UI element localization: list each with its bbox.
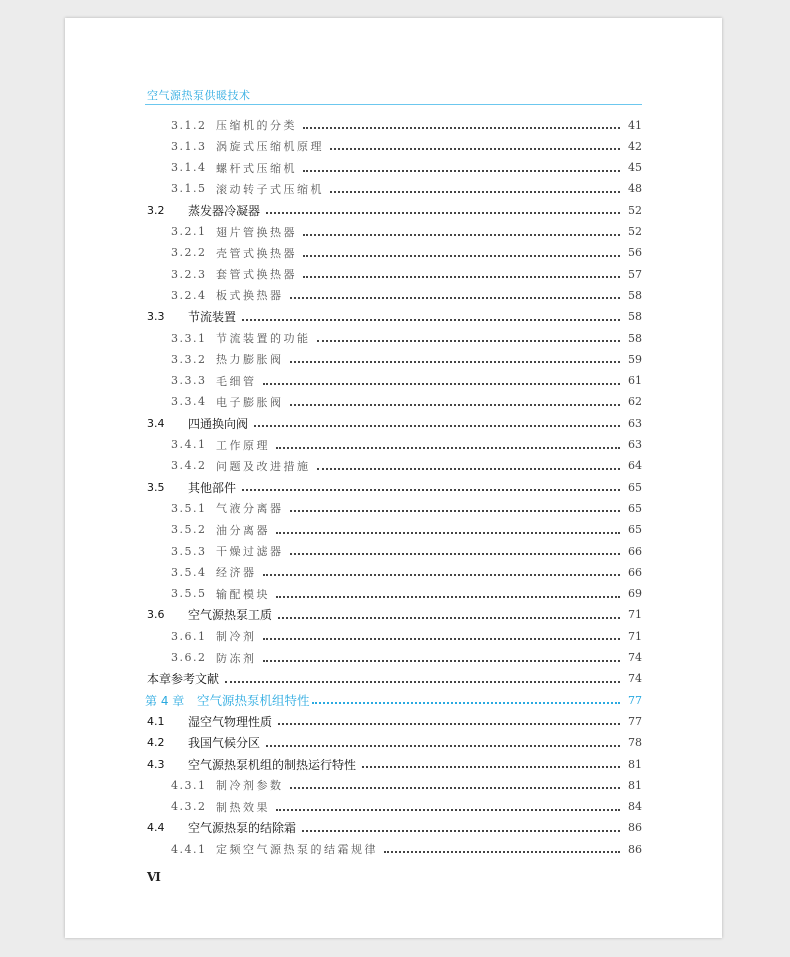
dot-leader — [278, 617, 620, 619]
dot-leader — [290, 297, 621, 299]
dot-leader — [254, 425, 620, 427]
dot-leader — [225, 681, 620, 683]
toc-entry-title: 湿空气物理性质 — [188, 714, 273, 729]
toc-entry[interactable] — [171, 392, 642, 412]
toc-entry-page: 74 — [628, 672, 642, 686]
dot-leader — [263, 660, 621, 662]
toc-entry-number: 3.4.1 — [171, 438, 207, 451]
toc-entry-page: 86 — [628, 821, 642, 835]
dot-leader — [290, 787, 621, 789]
toc-entry-number: 3.1.4 — [171, 161, 207, 175]
toc-entry-title: 空气源热泵的结除霜 — [188, 821, 297, 836]
toc-entry[interactable] — [171, 243, 642, 263]
dot-leader — [276, 809, 620, 811]
toc-entry-title: 滚动转子式压缩机 — [216, 182, 324, 196]
toc-entry-page: 86 — [628, 842, 642, 856]
dot-leader — [263, 383, 621, 385]
toc-entry[interactable] — [171, 349, 642, 369]
toc-entry[interactable] — [171, 158, 642, 178]
dot-leader — [362, 766, 620, 768]
toc-entry[interactable] — [171, 541, 642, 561]
toc-entry-number: 3.3 — [147, 310, 165, 324]
dot-leader — [278, 723, 620, 725]
book-page — [65, 18, 722, 938]
toc-entry-number: 第 4 章 — [145, 693, 185, 708]
toc-entry-number: 3.5.1 — [171, 501, 207, 515]
toc-entry-page: 45 — [628, 161, 642, 175]
toc-entry-title: 套管式换热器 — [216, 268, 297, 282]
toc-entry[interactable] — [171, 562, 642, 582]
toc-entry-page: 57 — [628, 267, 642, 281]
dot-leader — [276, 532, 620, 534]
toc-entry[interactable] — [147, 605, 642, 625]
toc-entry-number: 3.6.2 — [171, 651, 207, 664]
toc-entry-title: 输配模块 — [216, 587, 270, 601]
dot-leader — [276, 596, 620, 598]
toc-entry-title: 压缩机的分类 — [216, 119, 297, 132]
toc-entry-number: 3.2.4 — [171, 288, 207, 302]
toc-entry[interactable] — [147, 200, 642, 220]
toc-entry-title: 蒸发器冷凝器 — [188, 203, 261, 218]
dot-leader — [303, 255, 620, 257]
dot-leader — [303, 170, 620, 172]
toc-entry[interactable] — [171, 626, 642, 646]
toc-entry[interactable] — [147, 818, 642, 838]
toc-entry-number: 4.3.1 — [171, 778, 207, 792]
toc-entry-page: 77 — [628, 714, 642, 728]
toc-entry-page: 77 — [628, 693, 642, 707]
toc-entry-number: 4.2 — [147, 736, 165, 750]
toc-entry[interactable] — [171, 328, 642, 348]
dot-leader — [317, 468, 621, 470]
toc-entry-title: 翅片管换热器 — [216, 225, 297, 239]
toc-entry-number: 3.3.3 — [171, 374, 207, 388]
toc-entry-page: 48 — [628, 182, 642, 196]
toc-entry[interactable] — [171, 498, 642, 518]
toc-entry-number: 3.3.2 — [171, 352, 207, 366]
dot-leader — [242, 319, 620, 321]
dot-leader — [242, 489, 620, 491]
toc-entry-title: 节流装置的功能 — [216, 332, 311, 345]
dot-leader — [330, 148, 620, 150]
toc-entry-title: 定频空气源热泵的结霜规律 — [216, 843, 378, 857]
toc-entry[interactable] — [147, 669, 642, 689]
toc-entry-page: 58 — [628, 310, 642, 324]
toc-entry-page: 84 — [628, 800, 642, 814]
dot-leader — [312, 702, 620, 704]
toc-entry[interactable] — [171, 371, 642, 391]
toc-entry-title: 空气源热泵机组的制热运行特性 — [188, 757, 357, 772]
toc-entry-number: 3.1.5 — [171, 182, 207, 196]
toc-entry-number: 3.3.1 — [171, 331, 207, 345]
toc-entry-page: 42 — [628, 139, 642, 153]
toc-entry-number: 3.1.3 — [171, 139, 207, 153]
toc-entry-title: 我国气候分区 — [188, 736, 261, 751]
dot-leader — [290, 553, 621, 555]
dot-leader — [384, 851, 620, 853]
toc-entry-title: 涡旋式压缩机原理 — [216, 140, 324, 154]
toc-entry[interactable] — [171, 584, 642, 604]
toc-entry[interactable] — [171, 179, 642, 199]
toc-entry[interactable] — [171, 520, 642, 540]
toc-entry-number: 3.4.2 — [171, 459, 207, 473]
toc-entry-title: 节流装置 — [188, 310, 237, 325]
toc-entry[interactable] — [171, 456, 642, 476]
toc-entry-page: 58 — [628, 288, 642, 302]
toc-entry-number: 3.5.4 — [171, 565, 207, 579]
toc-entry-number: 3.5.3 — [171, 544, 207, 558]
toc-entry[interactable] — [171, 775, 642, 795]
page-number: Ⅵ — [147, 870, 161, 884]
toc-entry-page: 65 — [628, 480, 642, 494]
toc-entry-page: 63 — [628, 416, 642, 430]
toc-entry-title: 空气源热泵工质 — [188, 608, 273, 623]
dot-leader — [266, 212, 620, 214]
dot-leader — [263, 638, 621, 640]
toc-entry-title: 其他部件 — [188, 480, 237, 495]
toc-entry[interactable] — [171, 648, 642, 668]
dot-leader — [302, 830, 620, 832]
toc-entry-page: 81 — [628, 757, 642, 771]
toc-entry-title: 热力膨胀阀 — [216, 353, 284, 367]
dot-leader — [303, 276, 620, 278]
toc-entry[interactable] — [147, 307, 642, 327]
toc-entry-title: 制冷剂参数 — [216, 779, 284, 793]
toc-entry-title: 板式换热器 — [216, 289, 284, 303]
toc-entry-page: 62 — [628, 395, 642, 409]
toc-entry-number: 3.1.2 — [171, 118, 207, 132]
toc-entry-number: 3.2 — [147, 203, 165, 217]
toc-entry-number: 3.5.5 — [171, 587, 207, 601]
toc-entry-title: 制冷剂 — [216, 630, 257, 644]
toc-entry-page: 61 — [628, 374, 642, 388]
toc-entry-title: 本章参考文献 — [147, 672, 220, 687]
dot-leader — [290, 404, 621, 406]
dot-leader — [330, 191, 620, 193]
toc-entry-page: 63 — [628, 438, 642, 451]
toc-entry-number: 4.1 — [147, 714, 165, 728]
toc-entry[interactable] — [171, 839, 642, 859]
toc-entry-page: 71 — [628, 608, 642, 622]
toc-entry-title: 壳管式换热器 — [216, 246, 297, 260]
toc-entry[interactable] — [171, 264, 642, 284]
toc-entry-page: 78 — [628, 736, 642, 750]
toc-entry-number: 3.6 — [147, 608, 165, 622]
toc-entry-page: 66 — [628, 544, 642, 558]
toc-entry-number: 3.4 — [147, 416, 165, 430]
toc-entry-page: 41 — [628, 118, 642, 132]
toc-entry-number: 3.5 — [147, 480, 165, 494]
dot-leader — [290, 361, 621, 363]
toc-entry-title: 经济器 — [216, 566, 257, 580]
toc-entry[interactable] — [147, 477, 642, 497]
toc-entry[interactable] — [171, 222, 642, 242]
toc-entry-title: 防冻剂 — [216, 651, 257, 665]
toc-entry-page: 64 — [628, 459, 642, 473]
toc-entry[interactable] — [171, 115, 642, 135]
dot-leader — [303, 127, 620, 129]
dot-leader — [303, 234, 620, 236]
dot-leader — [276, 447, 620, 449]
dot-leader — [290, 510, 621, 512]
toc-entry[interactable] — [147, 413, 642, 433]
toc-entry[interactable] — [147, 711, 642, 731]
running-head: 空气源热泵供暖技术 — [147, 89, 251, 102]
toc-entry-number: 3.5.2 — [171, 523, 207, 537]
toc-entry-title: 电子膨胀阀 — [216, 395, 284, 409]
toc-entry-page: 52 — [628, 203, 642, 217]
toc-entry-number: 3.3.4 — [171, 395, 207, 409]
toc-entry-title: 螺杆式压缩机 — [216, 161, 297, 175]
toc-entry-page: 58 — [628, 331, 642, 345]
toc-entry[interactable] — [147, 754, 642, 774]
toc-entry-title: 油分离器 — [216, 523, 270, 537]
dot-leader — [266, 745, 620, 747]
toc-entry[interactable] — [171, 285, 642, 305]
toc-entry-page: 59 — [628, 352, 642, 366]
toc-entry-number: 4.4 — [147, 821, 165, 835]
toc-entry-number: 4.3.2 — [171, 800, 207, 814]
toc-entry-page: 65 — [628, 523, 642, 537]
toc-entry-title: 问题及改进措施 — [216, 459, 311, 473]
toc-entry-page: 65 — [628, 501, 642, 515]
toc-entry[interactable] — [171, 797, 642, 817]
toc-entry[interactable] — [171, 136, 642, 156]
toc-entry-number: 3.2.1 — [171, 225, 207, 238]
toc-entry-page: 66 — [628, 565, 642, 579]
toc-entry-page: 56 — [628, 246, 642, 260]
toc-entry-title: 四通换向阀 — [188, 416, 249, 431]
toc-entry-page: 71 — [628, 629, 642, 643]
dot-leader — [263, 574, 621, 576]
toc-entry-title: 干燥过滤器 — [216, 545, 284, 558]
toc-entry-page: 81 — [628, 778, 642, 792]
toc-entry-title: 工作原理 — [216, 438, 270, 452]
toc-entry-title: 制热效果 — [216, 800, 270, 814]
toc-chapter-entry[interactable] — [145, 690, 642, 710]
toc-entry[interactable] — [171, 435, 642, 455]
toc-entry[interactable] — [147, 733, 642, 753]
toc-entry-number: 4.4.1 — [171, 842, 207, 856]
toc-entry-page: 74 — [628, 651, 642, 664]
toc-entry-title: 毛细管 — [216, 374, 257, 388]
header-rule — [145, 104, 642, 105]
toc-entry-title: 气液分离器 — [216, 502, 284, 516]
toc-entry-number: 3.2.3 — [171, 267, 207, 281]
toc-entry-title: 空气源热泵机组特性 — [197, 693, 310, 709]
toc-entry-number: 3.2.2 — [171, 246, 207, 260]
toc-entry-number: 3.6.1 — [171, 629, 207, 643]
dot-leader — [317, 340, 621, 342]
toc-entry-number: 4.3 — [147, 757, 165, 771]
toc-entry-page: 69 — [628, 587, 642, 601]
toc-entry-page: 52 — [628, 225, 642, 238]
